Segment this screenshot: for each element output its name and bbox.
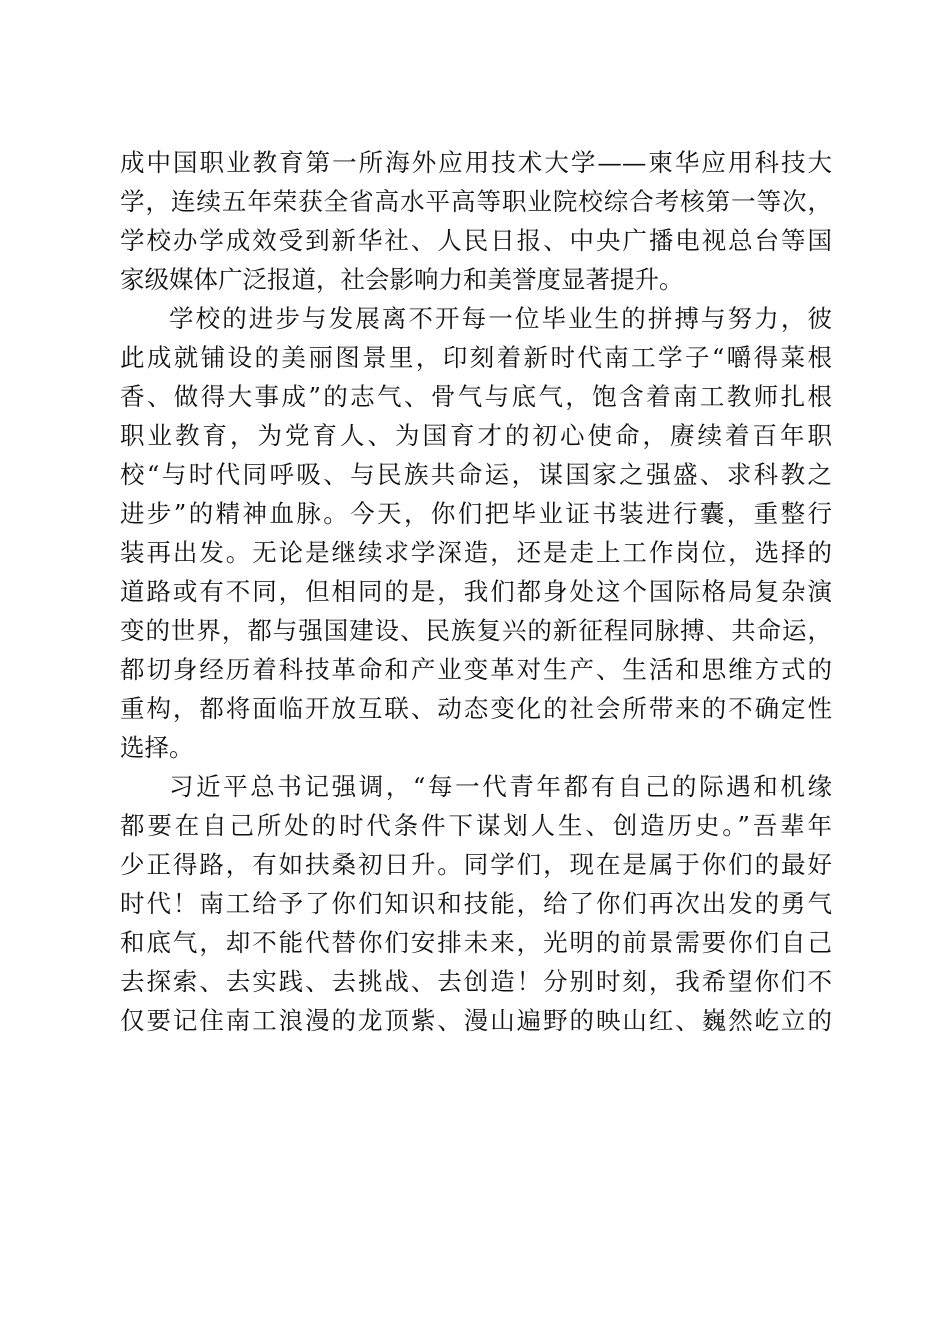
text-line: 香、做得大事成”的志气、骨气与底气，饱含着南工教师扎根 (120, 382, 832, 411)
text-line: 装再出发。无论是继续求学深造，还是走上工作岗位，选择的 (120, 538, 832, 567)
text-line: 都要在自己所处的时代条件下谋划人生、创造历史。”吾辈年 (120, 811, 832, 840)
text-line: 进步”的精神血脉。今天，你们把毕业证书装进行囊，重整行 (120, 499, 832, 528)
text-line: 成中国职业教育第一所海外应用技术大学——柬华应用科技大 (120, 148, 832, 177)
text-line: 和底气，却不能代替你们安排未来，光明的前景需要你们自己 (120, 928, 832, 957)
text-line: 校“与时代同呼吸、与民族共命运，谋国家之强盛、求科教之 (120, 460, 832, 489)
text-line: 都切身经历着科技革命和产业变革对生产、生活和思维方式的 (120, 655, 832, 684)
text-line: 学校的进步与发展离不开每一位毕业生的拼搏与努力，彼 (169, 304, 832, 333)
text-line: 选择。 (120, 733, 194, 762)
text-line: 学校办学成效受到新华社、人民日报、中央广播电视总台等国 (120, 226, 832, 255)
text-line: 此成就铺设的美丽图景里，印刻着新时代南工学子“嚼得菜根 (120, 343, 832, 372)
text-line: 职业教育，为党育人、为国育才的初心使命，赓续着百年职 (120, 421, 832, 450)
paragraph-2 (120, 299, 832, 767)
paragraph-3 (120, 767, 832, 1040)
text-line: 变的世界，都与强国建设、民族复兴的新征程同脉搏、共命运， (120, 616, 832, 645)
text-line: 重构，都将面临开放互联、动态变化的社会所带来的不确定性 (120, 694, 832, 723)
text-line: 去探索、去实践、去挑战、去创造！分别时刻，我希望你们不 (120, 967, 832, 996)
paragraph-1 (120, 143, 832, 299)
text-line: 时代！南工给予了你们知识和技能，给了你们再次出发的勇气 (120, 889, 832, 918)
text-line: 学，连续五年荣获全省高水平高等职业院校综合考核第一等次， (120, 187, 832, 216)
document-body (120, 143, 832, 1040)
text-line: 家级媒体广泛报道，社会影响力和美誉度显著提升。 (120, 265, 684, 294)
text-line: 仅要记住南工浪漫的龙顶紫、漫山遍野的映山红、巍然屹立的 (120, 1006, 832, 1035)
text-line: 习近平总书记强调，“每一代青年都有自己的际遇和机缘 (169, 772, 832, 801)
text-line: 少正得路，有如扶桑初日升。同学们，现在是属于你们的最好 (120, 850, 832, 879)
text-line: 道路或有不同，但相同的是，我们都身处这个国际格局复杂演 (120, 577, 832, 606)
